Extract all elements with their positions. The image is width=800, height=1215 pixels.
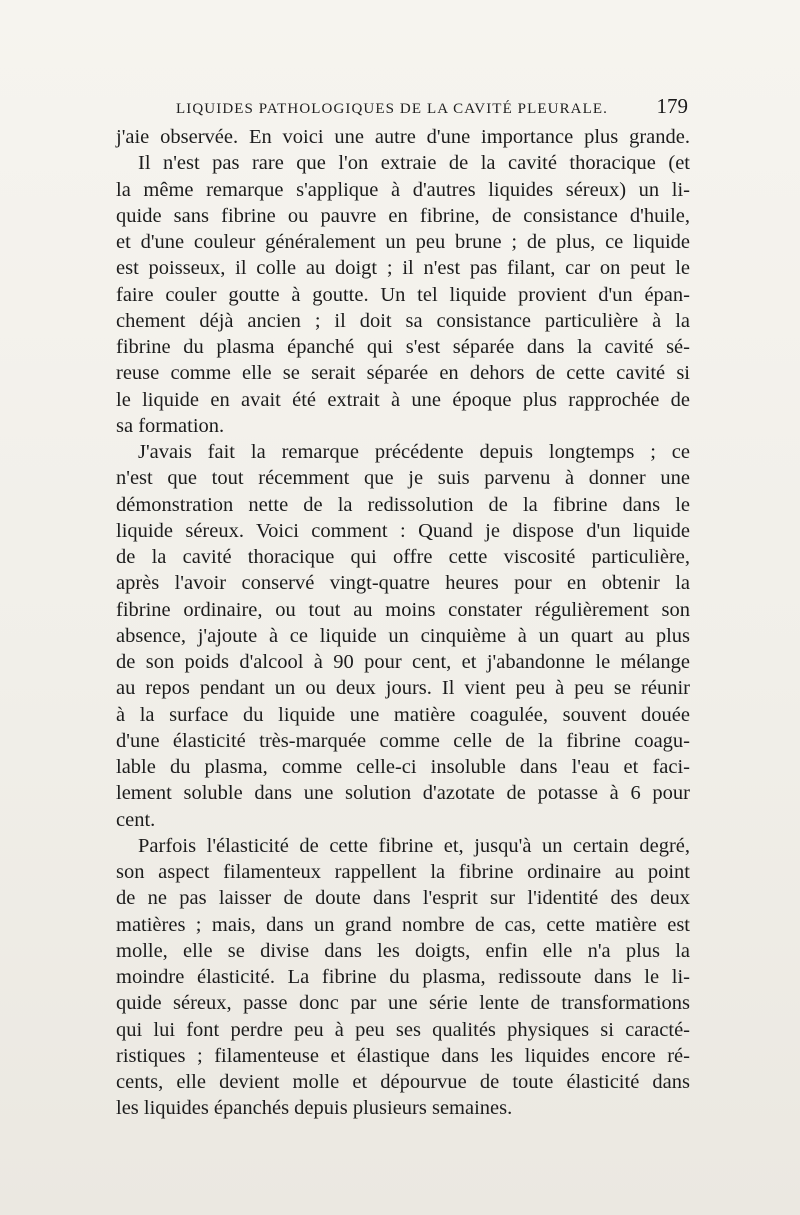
text-line: le liquide en avait été extrait à une époque plus rapprochée de <box>116 388 690 411</box>
text-line: et d'une couleur généralement un peu brune ; de plus, ce liquide <box>116 231 690 253</box>
text-line: ristiques ; filamenteuse et élastique dans les liquides encore ré- <box>116 1044 690 1067</box>
text-line: faire couler goutte à goutte. Un tel liquide provient d'un épan- <box>116 283 690 306</box>
text-line: cent. <box>116 808 156 831</box>
text-line: fibrine ordinaire, ou tout au moins constater régulièrement son <box>116 598 690 621</box>
text-line: quide séreux, passe donc par une série lente de transformations <box>116 992 690 1015</box>
text-line: Il n'est pas rare que l'on extraie de la cavité thoracique (et <box>138 152 690 175</box>
text-line: est poisseux, il colle au doigt ; il n'est pas filant, car on peut le <box>116 257 690 280</box>
text-line: matières ; mais, dans un grand nombre de cas, cette matière est <box>116 913 690 936</box>
page-number: 179 <box>656 94 688 118</box>
text-line: de son poids d'alcool à 90 pour cent, et j'abandonne le mélange <box>116 651 690 673</box>
text-line: quide sans fibrine ou pauvre en fibrine, de consistance d'huile, <box>116 204 690 227</box>
text-line: la même remarque s'applique à d'autres liquides séreux) un li- <box>116 178 690 201</box>
text-line: chement déjà ancien ; il doit sa consistance particulière à la <box>116 309 690 332</box>
text-line: de ne pas laisser de doute dans l'esprit sur l'identité des deux <box>116 887 690 910</box>
running-title: LIQUIDES PATHOLOGIQUES DE LA CAVITÉ PLEURALE. <box>176 101 608 117</box>
text-line: molle, elle se divise dans les doigts, enfin elle n'a plus la <box>116 939 690 962</box>
text-line: lement soluble dans une solution d'azotate de potasse à 6 pour <box>116 782 690 805</box>
text-line: qui lui font perdre peu à peu ses qualités physiques si caracté- <box>116 1018 690 1041</box>
text-line: à la surface du liquide une matière coagulée, souvent douée <box>116 703 690 726</box>
text-line: lable du plasma, comme celle-ci insoluble dans l'eau et faci- <box>116 756 690 778</box>
text-line: sa formation. <box>116 414 225 437</box>
text-line: démonstration nette de la redissolution de la fibrine dans le <box>116 493 690 516</box>
text-line: n'est que tout récemment que je suis parvenu à donner une <box>116 467 690 490</box>
text-line: de la cavité thoracique qui offre cette viscosité particulière, <box>116 546 690 568</box>
text-line: J'avais fait la remarque précédente depuis longtemps ; ce <box>138 441 690 463</box>
text-line: son aspect filamenteux rappellent la fibrine ordinaire au point <box>116 861 690 883</box>
text-line: au repos pendant un ou deux jours. Il vient peu à peu se réunir <box>116 677 690 700</box>
text-line: reuse comme elle se serait séparée en dehors de cette cavité si <box>116 362 690 385</box>
text-line: liquide séreux. Voici comment : Quand je dispose d'un liquide <box>116 519 690 542</box>
text-line: j'aie observée. En voici une autre d'une importance plus grande. <box>116 126 690 148</box>
text-line: absence, j'ajoute à ce liquide un cinquième à un quart au plus <box>116 624 690 647</box>
text-line: les liquides épanchés depuis plusieurs semaines. <box>116 1097 513 1120</box>
text-line: cents, elle devient molle et dépourvue de toute élasticité dans <box>116 1071 690 1093</box>
page-header <box>176 94 688 120</box>
text-line: après l'avoir conservé vingt-quatre heures pour en obtenir la <box>116 572 690 595</box>
text-line: fibrine du plasma épanché qui s'est séparée dans la cavité sé- <box>116 336 690 358</box>
text-line: d'une élasticité très-marquée comme celle de la fibrine coagu- <box>116 729 690 752</box>
text-line: Parfois l'élasticité de cette fibrine et, jusqu'à un certain degré, <box>138 834 690 857</box>
text-line: moindre élasticité. La fibrine du plasma, redissoute dans le li- <box>116 966 690 988</box>
body-text <box>116 124 690 1122</box>
